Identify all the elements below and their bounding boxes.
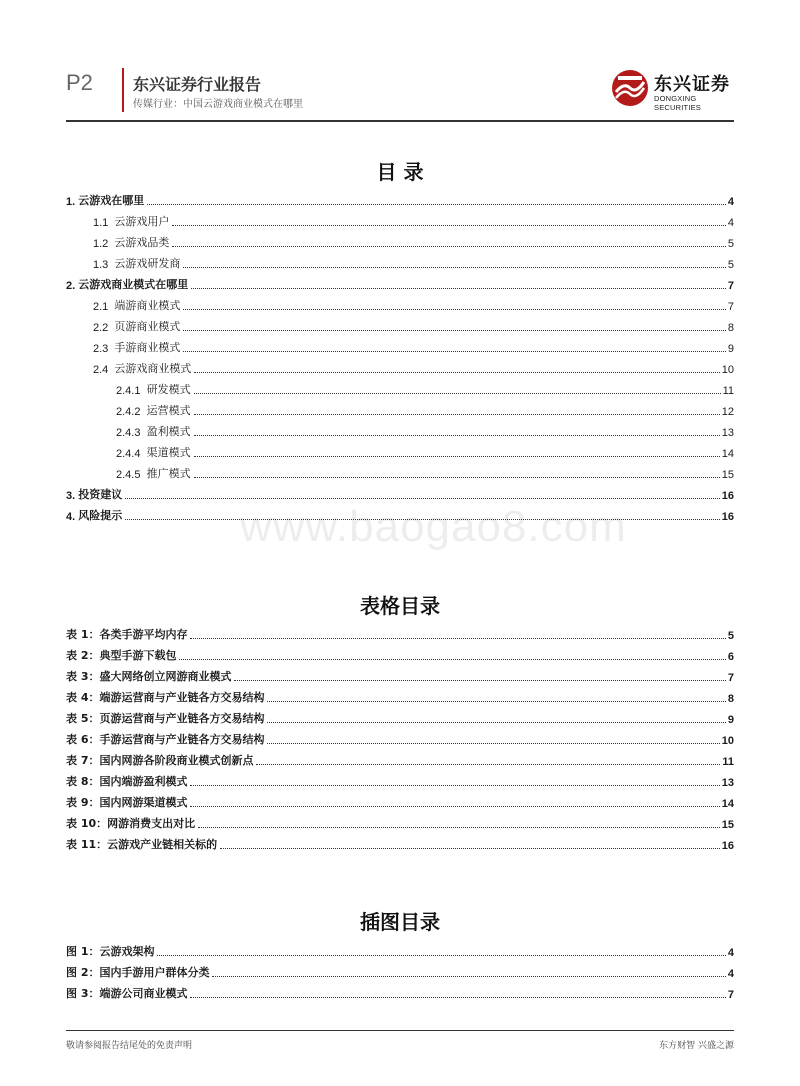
report-title: 东兴证券行业报告 [133, 75, 262, 94]
figure-toc-item[interactable] [66, 983, 734, 1001]
toc-item-number: 1.3 [93, 259, 115, 271]
toc-item-text: 云游戏研发商 [114, 257, 181, 270]
toc-item-number: 2.4 [93, 364, 115, 376]
tables-toc-title: 表格目录 [360, 594, 440, 618]
toc-item-text: 推广模式 [146, 467, 191, 480]
toc-item-text: 投资建议 [78, 488, 123, 501]
toc-item-number: 2. [66, 280, 79, 292]
toc-item[interactable] [93, 253, 734, 271]
leader-dots [194, 456, 720, 457]
toc-item-page: 9 [727, 714, 734, 726]
leader-dots [194, 393, 721, 394]
report-subtitle: 传媒行业：中国云游戏商业模式在哪里 [133, 99, 303, 110]
toc-item-text: 渠道模式 [146, 446, 191, 459]
toc-item-number: 2.4.5 [116, 469, 147, 481]
toc-item[interactable] [66, 484, 734, 502]
toc-item-text: 表 10：网游消费支出对比 [66, 817, 196, 830]
toc-item[interactable] [116, 421, 734, 439]
toc-item-text: 表 7：国内网游各阶段商业模式创新点 [66, 754, 254, 767]
leader-dots [190, 638, 725, 639]
toc-item-page: 5 [727, 259, 734, 271]
leader-dots [183, 267, 725, 268]
toc-item-page: 12 [721, 406, 734, 418]
toc-item[interactable] [93, 211, 734, 229]
toc-item-page: 8 [727, 693, 734, 705]
toc-item-page: 6 [727, 651, 734, 663]
company-logo [610, 66, 740, 112]
toc-item-number: 2.4.1 [116, 385, 147, 397]
leader-dots [183, 330, 725, 331]
leader-dots [190, 806, 719, 807]
toc-item-page: 5 [727, 238, 734, 250]
table-toc-item[interactable] [66, 834, 734, 852]
figure-toc-item[interactable] [66, 962, 734, 980]
toc-item-page: 13 [721, 777, 734, 789]
figures-toc-title: 插图目录 [360, 910, 440, 934]
table-toc-item[interactable] [66, 813, 734, 831]
toc-item-text: 表 9：国内网游渠道模式 [66, 796, 188, 809]
toc-item-page: 16 [721, 490, 734, 502]
toc-item-text: 图 1：云游戏架构 [66, 945, 155, 958]
toc-item-text: 表 1：各类手游平均内存 [66, 628, 188, 641]
toc-item[interactable] [66, 274, 734, 292]
toc-item[interactable] [93, 232, 734, 250]
toc-item-number: 3. [66, 490, 79, 502]
toc-item-number: 2.1 [93, 301, 115, 313]
leader-dots [194, 414, 720, 415]
toc-item-number: 1.2 [93, 238, 115, 250]
toc-item-text: 云游戏商业模式 [114, 362, 192, 375]
leader-dots [220, 848, 720, 849]
toc-item-page: 9 [727, 343, 734, 355]
table-toc-item[interactable] [66, 750, 734, 768]
table-toc-item[interactable] [66, 708, 734, 726]
leader-dots [147, 204, 726, 205]
toc-item-text: 运营模式 [146, 404, 191, 417]
toc-item-text: 页游商业模式 [114, 320, 181, 333]
leader-dots [198, 827, 720, 828]
toc-item-page: 4 [727, 217, 734, 229]
leader-dots [183, 351, 725, 352]
toc-item-text: 云游戏在哪里 [78, 194, 145, 207]
table-toc-item[interactable] [66, 792, 734, 810]
toc-item-number: 2.4.4 [116, 448, 147, 460]
footer-disclaimer: 敬请参阅报告结尾处的免责声明 [66, 1041, 193, 1051]
toc-item-page: 7 [727, 301, 734, 313]
header-divider [122, 68, 124, 112]
leader-dots [256, 764, 720, 765]
leader-dots [191, 288, 726, 289]
logo-text-cn: 东兴证券 [654, 74, 730, 95]
toc-item-text: 表 8：国内端游盈利模式 [66, 775, 188, 788]
toc-item-page: 8 [727, 322, 734, 334]
toc-item-page: 15 [721, 469, 734, 481]
leader-dots [194, 372, 719, 373]
table-toc-item[interactable] [66, 666, 734, 684]
toc-item-page: 5 [727, 630, 734, 642]
toc-item-page: 14 [721, 448, 734, 460]
toc-item-text: 风险提示 [78, 509, 123, 522]
table-toc-item[interactable] [66, 771, 734, 789]
toc-item-number: 1.1 [93, 217, 115, 229]
toc-item-page: 11 [722, 385, 734, 397]
toc-item-text: 图 3：端游公司商业模式 [66, 987, 188, 1000]
toc-item[interactable] [116, 379, 734, 397]
leader-dots [194, 477, 720, 478]
page-header [0, 0, 800, 125]
toc-item-text: 表 4：端游运营商与产业链各方交易结构 [66, 691, 265, 704]
toc-item[interactable] [66, 190, 734, 208]
toc-item-page: 4 [727, 947, 734, 959]
toc-item[interactable] [93, 295, 734, 313]
toc-item[interactable] [116, 463, 734, 481]
toc-item-text: 研发模式 [146, 383, 191, 396]
toc-item-text: 表 5：页游运营商与产业链各方交易结构 [66, 712, 265, 725]
toc-item-text: 表 3：盛大网络创立网游商业模式 [66, 670, 232, 683]
table-toc-item[interactable] [66, 624, 734, 642]
watermark: www.baogao8.com [240, 502, 627, 551]
toc-item-text: 表 11：云游戏产业链相关标的 [66, 838, 218, 851]
footer-rule [66, 1030, 734, 1031]
toc-item-page: 14 [721, 798, 734, 810]
footer-slogan: 东方财智 兴盛之源 [659, 1041, 734, 1051]
toc-item-number: 2.2 [93, 322, 115, 334]
toc-item[interactable] [93, 358, 734, 376]
leader-dots [125, 498, 720, 499]
toc-item-number: 2.3 [93, 343, 115, 355]
figure-toc-item[interactable] [66, 941, 734, 959]
header-rule [66, 120, 734, 122]
leader-dots [172, 225, 725, 226]
toc-item-text: 手游商业模式 [114, 341, 181, 354]
page-number: P2 [66, 70, 93, 95]
leader-dots [190, 997, 725, 998]
toc-item-text: 图 2：国内手游用户群体分类 [66, 966, 210, 979]
leader-dots [234, 680, 725, 681]
toc-item[interactable] [116, 442, 734, 460]
toc-item-page: 7 [727, 989, 734, 1001]
toc-item[interactable] [93, 337, 734, 355]
toc-item-page: 16 [721, 840, 734, 852]
toc-item-page: 15 [721, 819, 734, 831]
toc-item-text: 盈利模式 [146, 425, 191, 438]
table-toc-item[interactable] [66, 687, 734, 705]
leader-dots [183, 309, 725, 310]
toc-item-text: 云游戏用户 [114, 215, 170, 228]
leader-dots [172, 246, 725, 247]
leader-dots [194, 435, 720, 436]
table-toc-item[interactable] [66, 645, 734, 663]
toc-item-page: 7 [727, 672, 734, 684]
toc-item-page: 10 [721, 364, 734, 376]
logo-emblem-icon [610, 68, 650, 108]
toc-item[interactable] [116, 400, 734, 418]
toc-item-page: 10 [721, 735, 734, 747]
toc-item-text: 表 2：典型手游下载包 [66, 649, 177, 662]
leader-dots [212, 976, 725, 977]
toc-item-text: 端游商业模式 [114, 299, 181, 312]
toc-item[interactable] [93, 316, 734, 334]
toc-item-page: 16 [721, 511, 734, 523]
toc-item-page: 4 [727, 196, 734, 208]
leader-dots [190, 785, 719, 786]
toc-item-number: 4. [66, 511, 79, 523]
toc-item-page: 4 [727, 968, 734, 980]
toc-title: 目 录 [376, 160, 424, 184]
toc-item-number: 2.4.2 [116, 406, 147, 418]
logo-text-en: DONGXING SECURITIES [654, 94, 702, 112]
leader-dots [267, 722, 725, 723]
toc-item-text: 表 6：手游运营商与产业链各方交易结构 [66, 733, 265, 746]
leader-dots [179, 659, 725, 660]
leader-dots [267, 743, 719, 744]
toc-item-number: 2.4.3 [116, 427, 147, 439]
table-toc-item[interactable] [66, 729, 734, 747]
toc-item-page: 13 [721, 427, 734, 439]
leader-dots [157, 955, 725, 956]
toc-item-page: 7 [727, 280, 734, 292]
toc-item-text: 云游戏商业模式在哪里 [78, 278, 189, 291]
leader-dots [267, 701, 725, 702]
toc-item-number: 1. [66, 196, 79, 208]
toc-item-page: 11 [722, 756, 734, 768]
toc-item-text: 云游戏品类 [114, 236, 170, 249]
